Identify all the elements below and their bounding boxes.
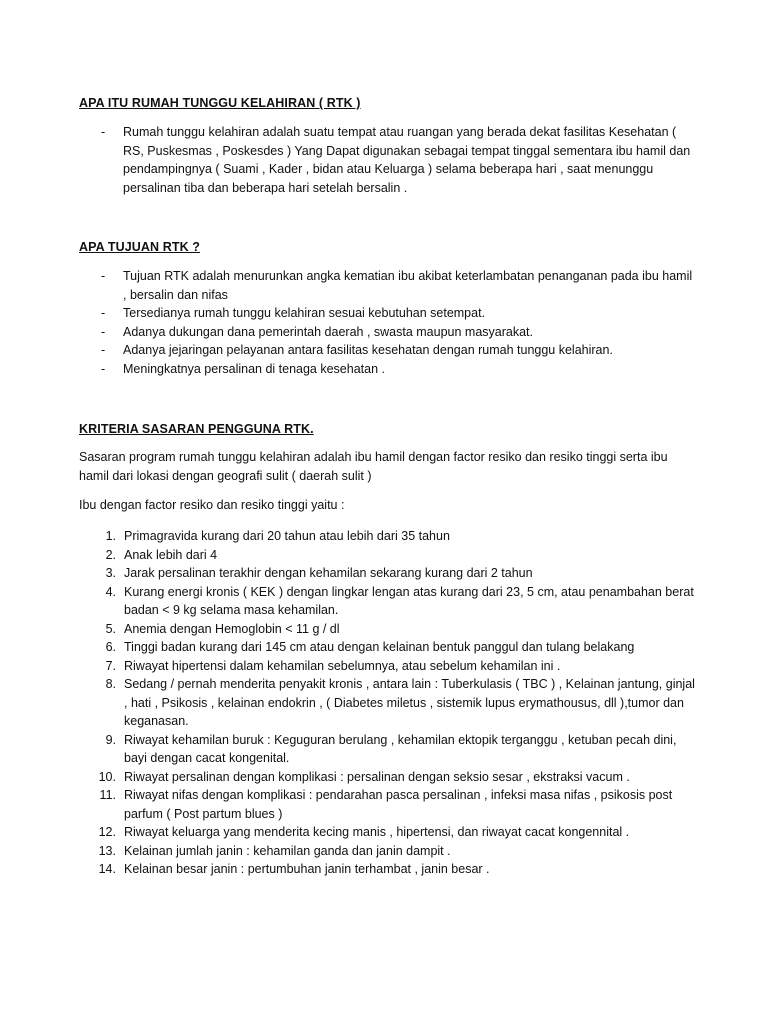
list-item: 4. Kurang energi kronis ( KEK ) dengan lingkar lengan atas kurang dari 23, 5 cm, atau penambahan berat badan < 9 kg selama masa kehamilan. <box>105 584 694 617</box>
goals-list <box>79 267 699 378</box>
list-item: 1. Primagravida kurang dari 20 tahun atau lebih dari 35 tahun <box>105 529 450 543</box>
list-item: 10. Riwayat persalinan dengan komplikasi : persalinan dengan seksio sesar , ekstraksi vacum . <box>98 769 630 784</box>
list-item: 12. Riwayat keluarga yang menderita kecing manis , hipertensi, dan riwayat cacat kongennital . <box>98 825 630 839</box>
list-item: - Meningkatnya persalinan di tenaga kesehatan . <box>101 361 385 376</box>
list-item: 8. Sedang / pernah menderita penyakit kronis , antara lain : Tuberkulasis ( TBC ) , Kelainan jantung, ginjal , hati , Psikosis , kelainan endokrin , ( Diabetes miletus , sistemik lupus erymathousus, dll ),tumor dan keganasan. <box>105 677 695 728</box>
intro-paragraph: Sasaran program rumah tunggu kelahiran adalah ibu hamil dengan factor resiko dan resiko tinggi serta ibu hamil dari lokasi dengan geografi sulit ( daerah sulit ) <box>79 450 668 483</box>
list-item: - Adanya dukungan dana pemerintah daerah , swasta maupun masyarakat. <box>101 324 533 339</box>
list-item: - Rumah tunggu kelahiran adalah suatu tempat atau ruangan yang berada dekat fasilitas Kesehatan ( RS, Puskesmas , Poskesdes ) Yang Dapat digunakan sebagai tempat tinggal sementara ibu hamil dan pendampingnya ( Suami , Kader , bidan atau Keluarga ) selama beberapa hari , saat menunggu persalinan tiba dan beberapa hari setelah bersalin . <box>101 125 691 195</box>
list-item: 9. Riwayat kehamilan buruk : Keguguran berulang , kehamilan ektopik terganggu , ketuban pecah dini, bayi dengan cacat kongenital. <box>105 732 677 765</box>
list-item: - Tersedianya rumah tunggu kelahiran sesuai kebutuhan setempat. <box>101 306 486 320</box>
list-item: 6. Tinggi badan kurang dari 145 cm atau dengan kelainan bentuk panggul dan tulang belakang <box>105 640 635 654</box>
definition-list <box>79 123 699 197</box>
list-item: - Tujuan RTK adalah menurunkan angka kematian ibu akibat keterlambatan penanganan pada ibu hamil , bersalin dan nifas <box>101 269 693 302</box>
list-item: 2. Anak lebih dari 4 <box>105 547 218 562</box>
list-item: - Adanya jejaringan pelayanan antara fasilitas kesehatan dengan rumah tunggu kelahiran. <box>101 343 613 357</box>
lead-paragraph: Ibu dengan factor resiko dan resiko tinggi yaitu : <box>79 498 345 512</box>
section-heading-rtk-definition: APA ITU RUMAH TUNGGU KELAHIRAN ( RTK ) <box>79 96 361 110</box>
risk-factor-list <box>79 527 699 879</box>
section-heading-rtk-goals: APA TUJUAN RTK ? <box>79 240 201 254</box>
section-heading-target-criteria: KRITERIA SASARAN PENGGUNA RTK. <box>79 422 314 436</box>
list-item: 14. Kelainan besar janin : pertumbuhan janin terhambat , janin besar . <box>98 862 490 876</box>
list-item: 7. Riwayat hipertensi dalam kehamilan sebelumnya, atau sebelum kehamilan ini . <box>105 658 561 673</box>
list-item: 11. Riwayat nifas dengan komplikasi : pendarahan pasca persalinan , infeksi masa nifas , psikosis post parfum ( Post partum blues ) <box>99 788 673 821</box>
list-item: 3. Jarak persalinan terakhir dengan kehamilan sekarang kurang dari 2 tahun <box>105 566 533 580</box>
list-item: 13. Kelainan jumlah janin : kehamilan ganda dan janin dampit . <box>98 843 451 858</box>
list-item: 5. Anemia dengan Hemoglobin < 11 g / dl <box>105 621 340 636</box>
